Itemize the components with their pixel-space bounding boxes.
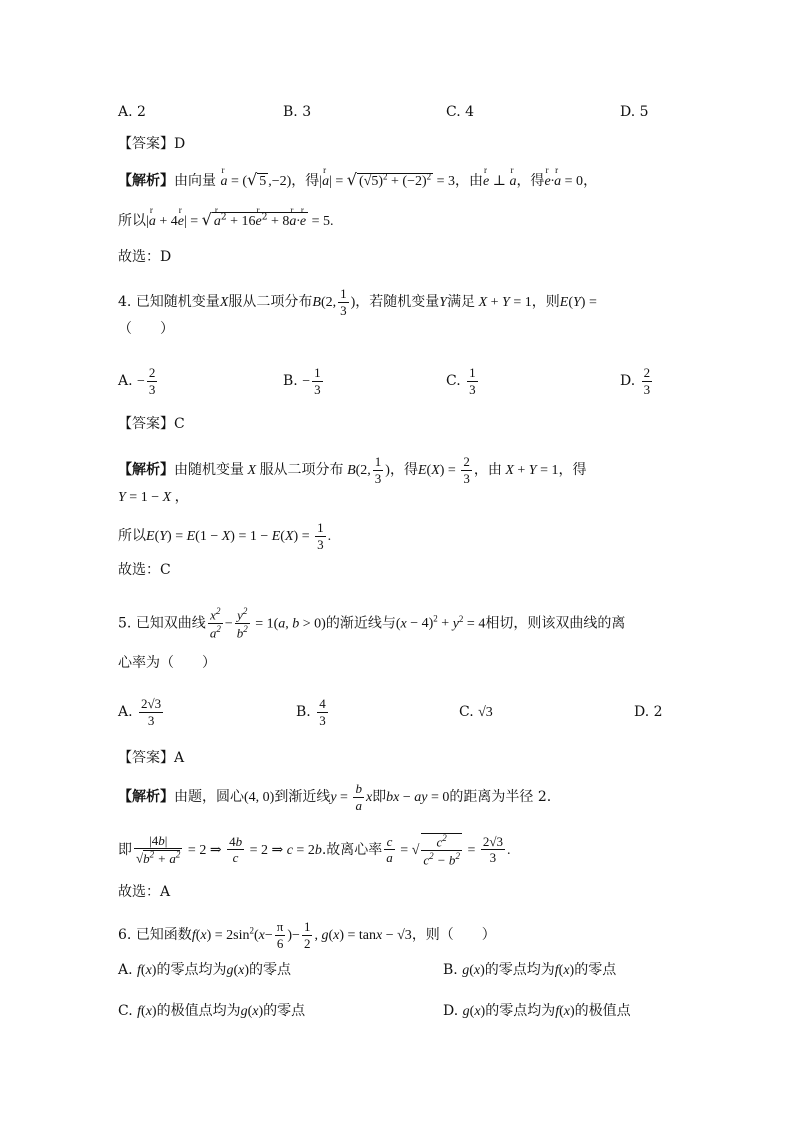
label: C. [459, 704, 474, 720]
text: 的极值点均为 [156, 1003, 241, 1019]
text: ，得 [516, 173, 545, 189]
label: C. [446, 373, 461, 390]
q5-analysis-line2: 即 $\frac{|4b|}{√b^2 + a^2}$ = 2 ⇒ $\frac{4b}{c}$ = 2 ⇒ c = 2b.故离心率 $\frac{c}{a}$ = √ $\frac{c^2}{c^2 - b^2}$ = $\frac{2√3}{3}$ . [118, 832, 511, 868]
text: ，由 [455, 173, 484, 189]
text: ，得 [558, 462, 587, 479]
label: A. [118, 962, 133, 978]
text: ，则 [531, 294, 560, 311]
text: ，得 [291, 173, 320, 189]
label: C. [118, 1003, 133, 1019]
text: 的零点 [249, 962, 292, 978]
question-number: 6. [118, 927, 132, 944]
q4-option-b: B. − $\frac{1}{3}$ [283, 365, 321, 397]
q4-stem-line1: 4. 已知随机变量X服从二项分布B(2, $\frac{1}{3}$ )，若随机变量Y满足 X + Y = 1，则E(Y) = [118, 286, 597, 318]
q4-option-d: D. $\frac{2}{3}$ [620, 365, 651, 397]
q4-paren: （ ） [118, 321, 174, 337]
text: 服从二项分布 [228, 294, 313, 311]
q5-stem-line2: 心率为（ ） [118, 655, 216, 671]
text: ，则（ ） [411, 927, 496, 944]
text: 服从二项分布 [259, 462, 344, 479]
analysis-tag: 【解析】 [118, 462, 174, 479]
text: 由向量 [174, 173, 216, 189]
text: 的零点 [574, 962, 617, 978]
q3-option-c: C. 4 [446, 104, 475, 120]
text: 已知双曲线 [135, 615, 206, 632]
q4-option-c: C. $\frac{1}{3}$ [446, 365, 476, 397]
q5-analysis-line1: 【解析】由题，圆心(4, 0)到渐近线y = $\frac{b}{a}$ x即bx − ay = 0的距离为半径 2. [118, 781, 552, 813]
q4-analysis-line1: 【解析】由随机变量 X 服从二项分布 B(2, $\frac{1}{3}$ )，得E(X) = $\frac{2}{3}$ ，由 X + Y = 1，得 [118, 454, 587, 486]
text: 相切，则该双曲线的离 [485, 615, 626, 632]
text: 的零点 [263, 1003, 306, 1019]
q6-option-d: D. g(x)的零点均为f(x)的极值点 [443, 1003, 631, 1019]
q6-option-b: B. g(x)的零点均为f(x)的零点 [443, 962, 617, 978]
q5-answer: 【答案】A [118, 750, 185, 766]
q5-option-d: D. 2 [634, 704, 663, 720]
text: 即 [118, 841, 132, 858]
text: 的零点均为 [485, 1003, 556, 1019]
q5-stem-line1: 5. 已知双曲线 $\frac{x^2}{a^2}$ − $\frac{y^2}{b^2}$ = 1(a, b > 0)的渐近线与$(x - 4)^2 + y^2 = 4$相切，则该双曲线的离 [118, 606, 626, 641]
text: 的零点均为 [484, 962, 555, 978]
text: ，得 [389, 462, 418, 479]
text: 满足 [447, 294, 476, 311]
q6-option-a: A. f(x)的零点均为g(x)的零点 [118, 962, 292, 978]
text: 到渐近线 [274, 789, 331, 806]
q5-choice: 故选：A [118, 884, 171, 900]
analysis-tag: 【解析】 [118, 789, 174, 806]
text: 由题，圆心 [174, 789, 244, 806]
question-number: 4. [118, 294, 132, 311]
q3-choice: 故选：D [118, 249, 172, 265]
q4-option-a: A. − $\frac{2}{3}$ [118, 365, 156, 397]
text: 的极值点 [574, 1003, 631, 1019]
label: D. [620, 373, 636, 390]
text: 所以 [118, 213, 146, 229]
text: ，由 [473, 462, 502, 479]
text: 即 [372, 789, 387, 806]
label: A. [118, 373, 133, 390]
label: A. [118, 704, 133, 721]
label: B. [443, 962, 458, 978]
label: B. [296, 704, 311, 721]
text: 的零点均为 [156, 962, 227, 978]
q4-analysis-line3: 所以E(Y) = E(1 − X) = 1 − E(X) = $\frac{1}{3}$ . [118, 520, 332, 552]
q3-option-a: A. 2 [118, 104, 146, 120]
q3-option-b: B. 3 [283, 104, 312, 120]
q3-answer: 【答案】D [118, 136, 186, 152]
q4-analysis-line2: Y = 1 − X ， [118, 490, 189, 505]
q4-answer: 【答案】C [118, 416, 185, 432]
text: 已知随机变量 [135, 294, 220, 311]
q5-option-a: A. $\frac{2√3}{3}$ [118, 696, 162, 728]
q5-option-c: C. √3 [459, 704, 493, 720]
q4-choice: 故选：C [118, 562, 171, 578]
text: ，若随机变量 [355, 294, 440, 311]
q5-option-b: B. $\frac{4}{3}$ [296, 696, 326, 728]
label: D. [443, 1003, 459, 1019]
question-number: 5. [118, 615, 132, 632]
text: 已知函数 [135, 927, 192, 944]
text: ， [583, 173, 598, 189]
text: 的距离为半径 2. [449, 789, 552, 806]
q6-stem: 6. 已知函数$f(x) = 2\sin^2(x-$ $\frac{\pi}{6}$ )− $\frac{1}{2}$ , g(x) = tanx − √3，则（ ） [118, 919, 496, 951]
q3-analysis-line1: 【解析】由向量 r a = (√ 5 ,−2)，得|r a| = √ $(√5)^2 + (-2)^2 = 3$，由r e ⊥ r a，得r e·r a = 0， [118, 172, 597, 189]
text: 所以 [118, 528, 146, 545]
q3-option-d: D. 5 [620, 104, 649, 120]
q6-option-c: C. f(x)的极值点均为g(x)的零点 [118, 1003, 306, 1019]
label: B. [283, 373, 298, 390]
text: 由随机变量 [174, 462, 244, 479]
analysis-tag: 【解析】 [118, 173, 174, 189]
q3-analysis-line2: 所以|r a + 4r e| = √r $a^2 + 16r$ $e^2 + 8r$ a·r e = 5. [118, 212, 333, 229]
text: .故离心率 [321, 841, 383, 858]
text: 的渐近线与 [325, 615, 396, 632]
